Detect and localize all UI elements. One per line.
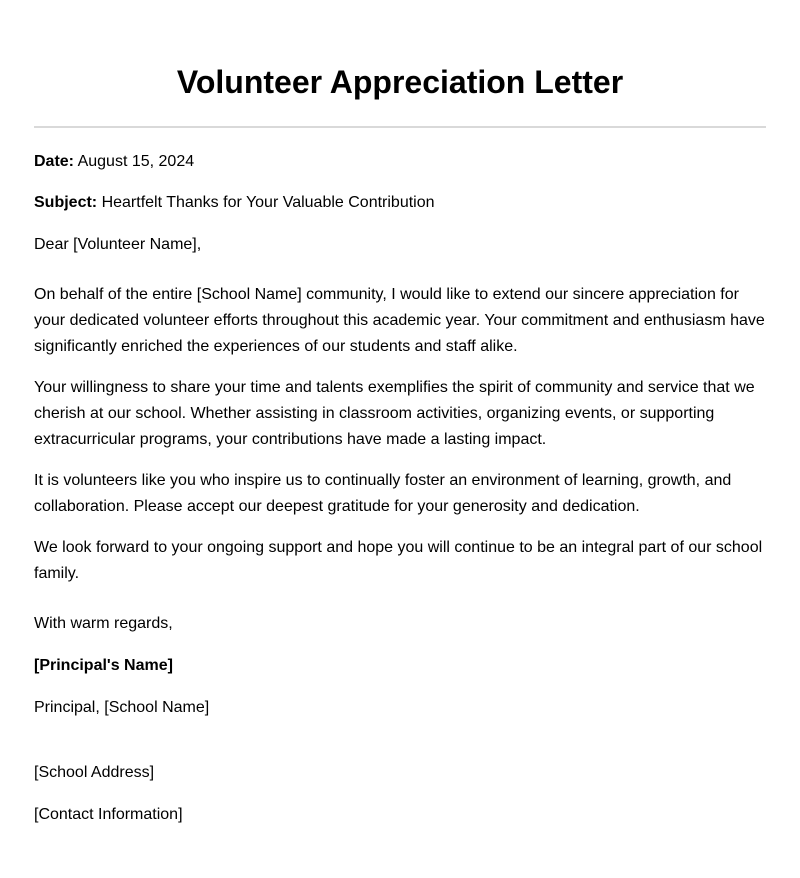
page-title: Volunteer Appreciation Letter [176,64,624,100]
signer-title: Principal, [School Name] [34,699,210,716]
body-paragraph-3: It is volunteers like you who inspire us to continually foster an environment of learning, growth, and collaboration. Please accept our deepest gratitude for your generosity and dedication. [34,472,732,515]
date-value: August 15, 2024 [77,153,195,170]
subject-line [34,193,435,213]
body-paragraph-4: We look forward to your ongoing support and hope you will continue to be an integral part of our school family. [34,539,763,582]
letter-page [34,0,766,823]
body-paragraph-1: On behalf of the entire [School Name] community, I would like to extend our sincere appreciation for your dedicated volunteer efforts throughout this academic year. Your commitment and enthusiasm have significantly enriched the experiences of our students and staff alike. [34,286,765,355]
signer-name: [Principal's Name] [34,657,173,674]
subject-value: Heartfelt Thanks for Your Valuable Contribution [101,194,435,211]
body-paragraph-2: Your willingness to share your time and talents exemplifies the spirit of community and service that we cherish at our school. Whether assisting in classroom activities, organizing events, or supporting extracurricular programs, your contributions have made a lasting impact. [34,379,755,448]
subject-label: Subject: [34,194,98,211]
salutation: Dear [Volunteer Name], [34,236,202,253]
title-divider [34,126,766,128]
contact-information: [Contact Information] [34,806,183,823]
date-line [34,152,194,172]
school-address: [School Address] [34,764,155,781]
date-label: Date: [34,153,75,170]
closing: With warm regards, [34,615,173,632]
